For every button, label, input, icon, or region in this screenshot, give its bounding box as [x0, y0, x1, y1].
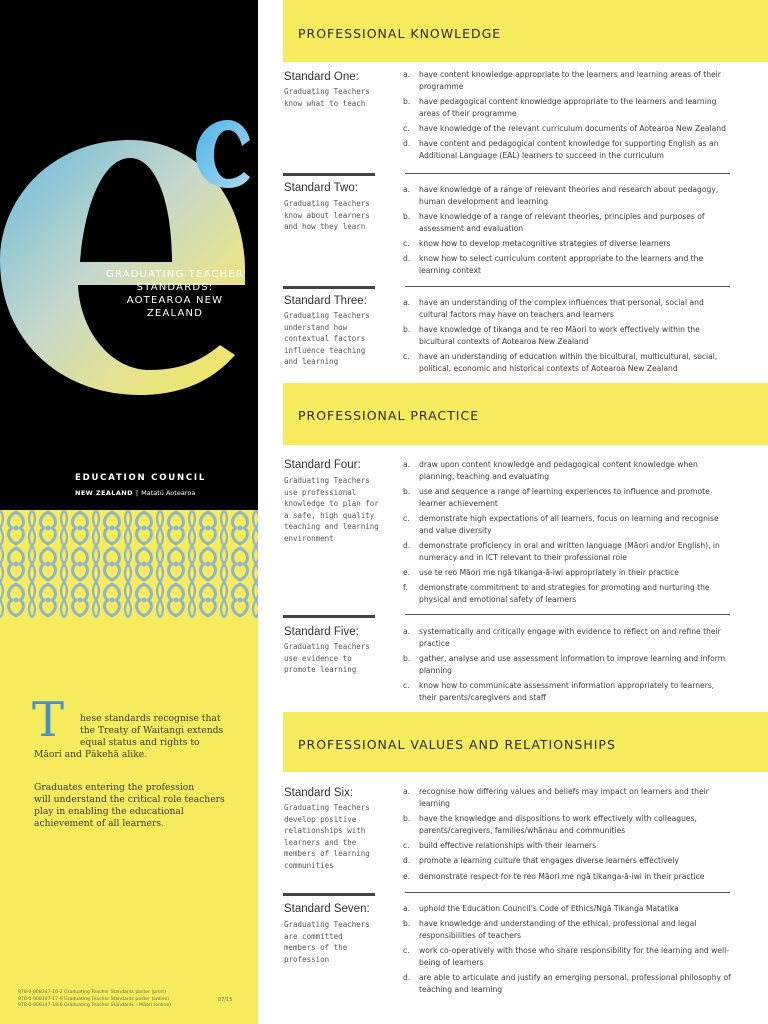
standard-items	[403, 69, 733, 165]
item-marker: d.	[403, 856, 411, 866]
list-item	[403, 903, 733, 915]
item-text: build effective relationships with their learners	[419, 841, 597, 850]
poster-title-line: STANDARDS:	[136, 282, 214, 293]
isbn-line: 978-0-908347-17-9 Graduating Teacher Standards poster (online)	[18, 996, 170, 1002]
standard-subtitle	[284, 802, 384, 871]
list-item	[403, 184, 733, 207]
standard-title: Standard Five:	[284, 626, 359, 638]
list-item	[403, 918, 733, 941]
standard-subtitle-line: Graduating Teachers	[284, 476, 370, 485]
list-item	[403, 138, 733, 161]
item-text: demonstrate commitment to and strategies for promoting and nurturing the physical and emotional safety of learners	[419, 583, 710, 604]
poster-title-line: GRADUATING TEACHER	[105, 269, 245, 280]
standard-subtitle-line: Graduating Teachers	[284, 803, 370, 812]
poster-title-line: AOTEAROA NEW ZEALAND	[126, 295, 224, 319]
section-heading: PROFESSIONAL KNOWLEDGE	[298, 26, 502, 41]
standard-subtitle-line: contextual factors	[284, 334, 366, 343]
council-sub-left: NEW ZEALAND	[75, 489, 133, 497]
standard-title: Standard Four:	[284, 459, 361, 471]
list-item	[403, 653, 733, 676]
list-item	[403, 69, 733, 92]
standard-subtitle-line: Graduating Teachers	[284, 311, 370, 320]
list-item	[403, 351, 733, 374]
standard-divider	[283, 615, 375, 618]
list-item	[403, 871, 733, 883]
standard-subtitle-line: communities	[284, 860, 334, 870]
standard-subtitle-line: know what to teach	[284, 98, 366, 108]
item-marker: a.	[403, 627, 411, 636]
item-marker: a.	[403, 70, 411, 79]
item-marker: b.	[403, 654, 411, 663]
item-text: have knowledge of a range of relevant theories, principles and purposes of assessment and evaluation	[419, 212, 705, 233]
list-item	[403, 211, 733, 234]
item-text: have knowledge of tikanga and te reo Māori to work effectively within the bicultural contexts of Aotearoa New Zealand	[419, 325, 700, 346]
standard-title: Standard Six:	[284, 787, 354, 799]
item-marker: b.	[403, 212, 411, 221]
intro-line: hese standards recognise that	[80, 713, 221, 724]
item-marker: b.	[403, 919, 411, 929]
standard-subtitle	[284, 310, 384, 368]
isbn-line: 978-0-908347-18-6 Graduating Teacher Standards – Māori (online)	[18, 1003, 171, 1008]
item-text: systematically and critically engage with evidence to reflect on and refine their practice	[419, 627, 721, 648]
list-item	[403, 96, 733, 119]
item-marker: c.	[403, 239, 410, 248]
item-marker: a.	[403, 460, 411, 469]
list-item	[403, 945, 733, 968]
e-logo-graphic	[0, 0, 258, 420]
list-item	[403, 813, 733, 836]
standard-items	[403, 297, 733, 378]
item-marker: d.	[403, 254, 411, 264]
standard-title: Standard Seven:	[284, 903, 370, 915]
item-text: know how to communicate assessment information appropriately to learners, their parents/caregivers and staff	[419, 681, 715, 702]
item-marker: d.	[403, 973, 411, 983]
item-text: have pedagogical content knowledge appropriate to the learners and learning areas of their programme	[419, 97, 717, 118]
standard-items	[403, 184, 733, 280]
standard-subtitle-line: environment	[284, 533, 334, 543]
standard-title: Standard Two:	[284, 182, 358, 194]
item-text: have knowledge of a range of relevant theories and research about pedagogy, human development and learning	[419, 185, 719, 206]
standard-subtitle-line: use evidence to	[284, 653, 352, 663]
list-item	[403, 567, 733, 579]
item-text: have content and pedagogical content knowledge for supporting English as an Additional Language (EAL) learners to succeed in the curriculum	[419, 139, 719, 160]
section-banner-values	[283, 712, 768, 772]
standard-subtitle	[284, 475, 384, 544]
item-text: uphold the Education Council’s Code of Ethics/Ngā Tikanga Matatika	[419, 904, 679, 913]
item-text: have an understanding of education within the bicultural, multicultural, social, political, economic and historical contexts of Aotearoa New Zealand	[419, 352, 718, 373]
list-item	[403, 972, 733, 995]
section-heading: PROFESSIONAL PRACTICE	[298, 408, 480, 423]
item-marker: c.	[403, 946, 410, 956]
standard-subtitle-line: influence teaching	[284, 345, 366, 355]
item-marker: c.	[403, 124, 410, 133]
item-text: are able to articulate and justify an emerging personal, professional philosophy of teaching and learning	[419, 973, 731, 994]
standard-subtitle-line: knowledge to plan for	[284, 499, 379, 508]
standard-title: Standard Three:	[284, 295, 367, 307]
council-sub-separator: |	[135, 489, 139, 497]
intro-line: Graduates entering the profession	[34, 782, 195, 793]
standard-divider	[283, 173, 375, 176]
item-text: have knowledge and understanding of the ethical, professional and legal responsibilities of teachers	[419, 919, 697, 940]
item-text: demonstrate high expectations of all learners, focus on learning and recognise and value diversity	[419, 514, 719, 535]
decorative-pattern	[0, 510, 258, 618]
standard-subtitle	[284, 641, 384, 676]
intro-line: Māori and Pākehā alike.	[34, 749, 148, 760]
item-text: demonstrate proficiency in oral and written language (Māori and/or English), in numeracy and in ICT relevant to their professional role	[419, 541, 720, 562]
list-item	[403, 840, 733, 852]
list-item	[403, 540, 733, 563]
list-item	[403, 626, 733, 649]
standard-subtitle-line: members of the	[284, 943, 348, 952]
publication-date: 07/15	[218, 997, 233, 1003]
standard-items	[403, 626, 733, 707]
item-marker: b.	[403, 814, 411, 823]
item-marker: b.	[403, 325, 411, 334]
item-text: know how to select curriculum content appropriate to the learners and the learning context	[419, 254, 704, 275]
items-divider	[405, 286, 730, 287]
section-banner-practice	[283, 383, 768, 445]
intro-line: will understand the critical role teachers	[34, 794, 225, 805]
standard-subtitle-line: members of learning	[284, 849, 370, 858]
intro-paragraph-2	[34, 782, 246, 830]
item-marker: f.	[403, 583, 408, 593]
item-marker: a.	[403, 787, 411, 796]
standard-subtitle-line: Graduating Teachers	[284, 87, 370, 96]
list-item	[403, 297, 733, 320]
list-item	[403, 486, 733, 509]
standard-subtitle-line: a safe, high quality	[284, 510, 375, 520]
item-marker: e.	[403, 568, 411, 577]
intro-line: the Treaty of Waitangi extends	[80, 725, 224, 736]
council-subtitle	[75, 489, 195, 497]
intro-paragraph-1	[34, 713, 246, 761]
standard-subtitle	[284, 919, 384, 965]
item-text: have knowledge of the relevant curriculum documents of Aotearoa New Zealand	[419, 124, 726, 133]
standard-subtitle-line: profession	[284, 954, 330, 964]
list-item	[403, 513, 733, 536]
list-item	[403, 680, 733, 703]
intro-line: equal status and rights to	[80, 737, 200, 748]
item-text: use and sequence a range of learning experiences to influence and promote learner achievement	[419, 487, 710, 508]
list-item	[403, 238, 733, 250]
item-marker: c.	[403, 352, 410, 361]
list-item	[403, 253, 733, 276]
section-banner-knowledge	[283, 0, 768, 62]
item-text: demonstrate respect for te reo Māori me ngā tikanga-ā-iwi in their practice	[419, 871, 705, 881]
standard-subtitle-line: and learning	[284, 357, 339, 366]
standard-subtitle-line: use professional	[284, 487, 357, 497]
list-item	[403, 459, 733, 482]
standard-subtitle-line: learners and the	[284, 837, 357, 847]
item-marker: c.	[403, 681, 410, 690]
item-text: have the knowledge and dispositions to work effectively with colleagues, parents/caregivers, families/whānau and communities	[419, 814, 697, 835]
list-item	[403, 786, 733, 809]
item-text: draw upon content knowledge and pedagogical content knowledge when planning, teaching and evaluating	[419, 460, 698, 481]
item-marker: d.	[403, 139, 411, 149]
standard-subtitle-line: Graduating Teachers	[284, 920, 370, 929]
intro-dropcap: T	[32, 692, 65, 748]
item-text: recognise how differing values and beliefs may impact on learners and their learning	[419, 787, 709, 808]
item-marker: a.	[403, 298, 411, 307]
list-item	[403, 324, 733, 347]
item-text: use te reo Māori me ngā tikanga-ā-iwi appropriately in their practice	[419, 568, 679, 577]
cover-panel	[0, 0, 258, 510]
items-divider	[405, 173, 730, 174]
standard-subtitle-line: Graduating Teachers	[284, 642, 370, 651]
standard-divider	[283, 286, 375, 289]
standard-subtitle	[284, 198, 384, 233]
item-marker: e.	[403, 871, 411, 881]
item-marker: c.	[403, 841, 410, 850]
council-name: EDUCATION COUNCIL	[75, 473, 207, 483]
standard-title: Standard One:	[284, 71, 359, 83]
standard-items	[403, 459, 733, 609]
item-marker: b.	[403, 97, 411, 106]
standard-subtitle-line: and how they learn	[284, 222, 366, 231]
intro-line: achievement of all learners.	[34, 818, 164, 829]
isbn-line: 978-0-908347-16-2 Graduating Teacher Standards poster (print)	[18, 990, 166, 995]
standard-subtitle-line: understand how	[284, 322, 348, 332]
item-marker: b.	[403, 487, 411, 496]
item-text: know how to develop metacognitive strategies of diverse learners	[419, 239, 671, 248]
item-text: have content knowledge appropriate to the learners and learning areas of their programme	[419, 70, 721, 91]
intro-line: play in enabling the educational	[34, 806, 184, 817]
section-heading: PROFESSIONAL VALUES AND RELATIONSHIPS	[298, 737, 616, 752]
item-marker: a.	[403, 185, 411, 194]
standard-subtitle-line: Graduating Teachers	[284, 199, 370, 208]
standard-subtitle-line: promote learning	[284, 665, 357, 674]
items-divider	[405, 892, 730, 893]
standard-subtitle-line: know about learners	[284, 210, 370, 220]
item-text: work co-operatively with those who share responsibility for the learning and well-being of learners	[419, 946, 729, 967]
council-sub-right: Matatū Aotearoa	[141, 489, 196, 497]
standard-items	[403, 903, 733, 999]
item-marker: a.	[403, 904, 411, 913]
item-text: promote a learning culture that engages diverse learners effectively	[419, 856, 679, 866]
standard-subtitle-line: are committed	[284, 931, 343, 941]
items-divider	[405, 614, 730, 615]
standard-subtitle-line: develop positive	[284, 814, 357, 824]
poster-title	[100, 268, 250, 320]
item-text: have an understanding of the complex influences that personal, social and cultural factors may have on teachers and learners	[419, 298, 704, 319]
standard-subtitle-line: teaching and learning	[284, 522, 379, 531]
standard-subtitle-line: relationships with	[284, 826, 366, 835]
standard-divider	[283, 893, 375, 896]
item-text: gather, analyse and use assessment information to improve learning and inform planning	[419, 654, 726, 675]
standard-items	[403, 786, 733, 886]
item-marker: c.	[403, 514, 410, 523]
standard-subtitle	[284, 86, 384, 109]
item-marker: d.	[403, 541, 411, 550]
list-item	[403, 855, 733, 867]
isbn-block	[18, 990, 248, 1010]
list-item	[403, 123, 733, 135]
list-item	[403, 582, 733, 605]
